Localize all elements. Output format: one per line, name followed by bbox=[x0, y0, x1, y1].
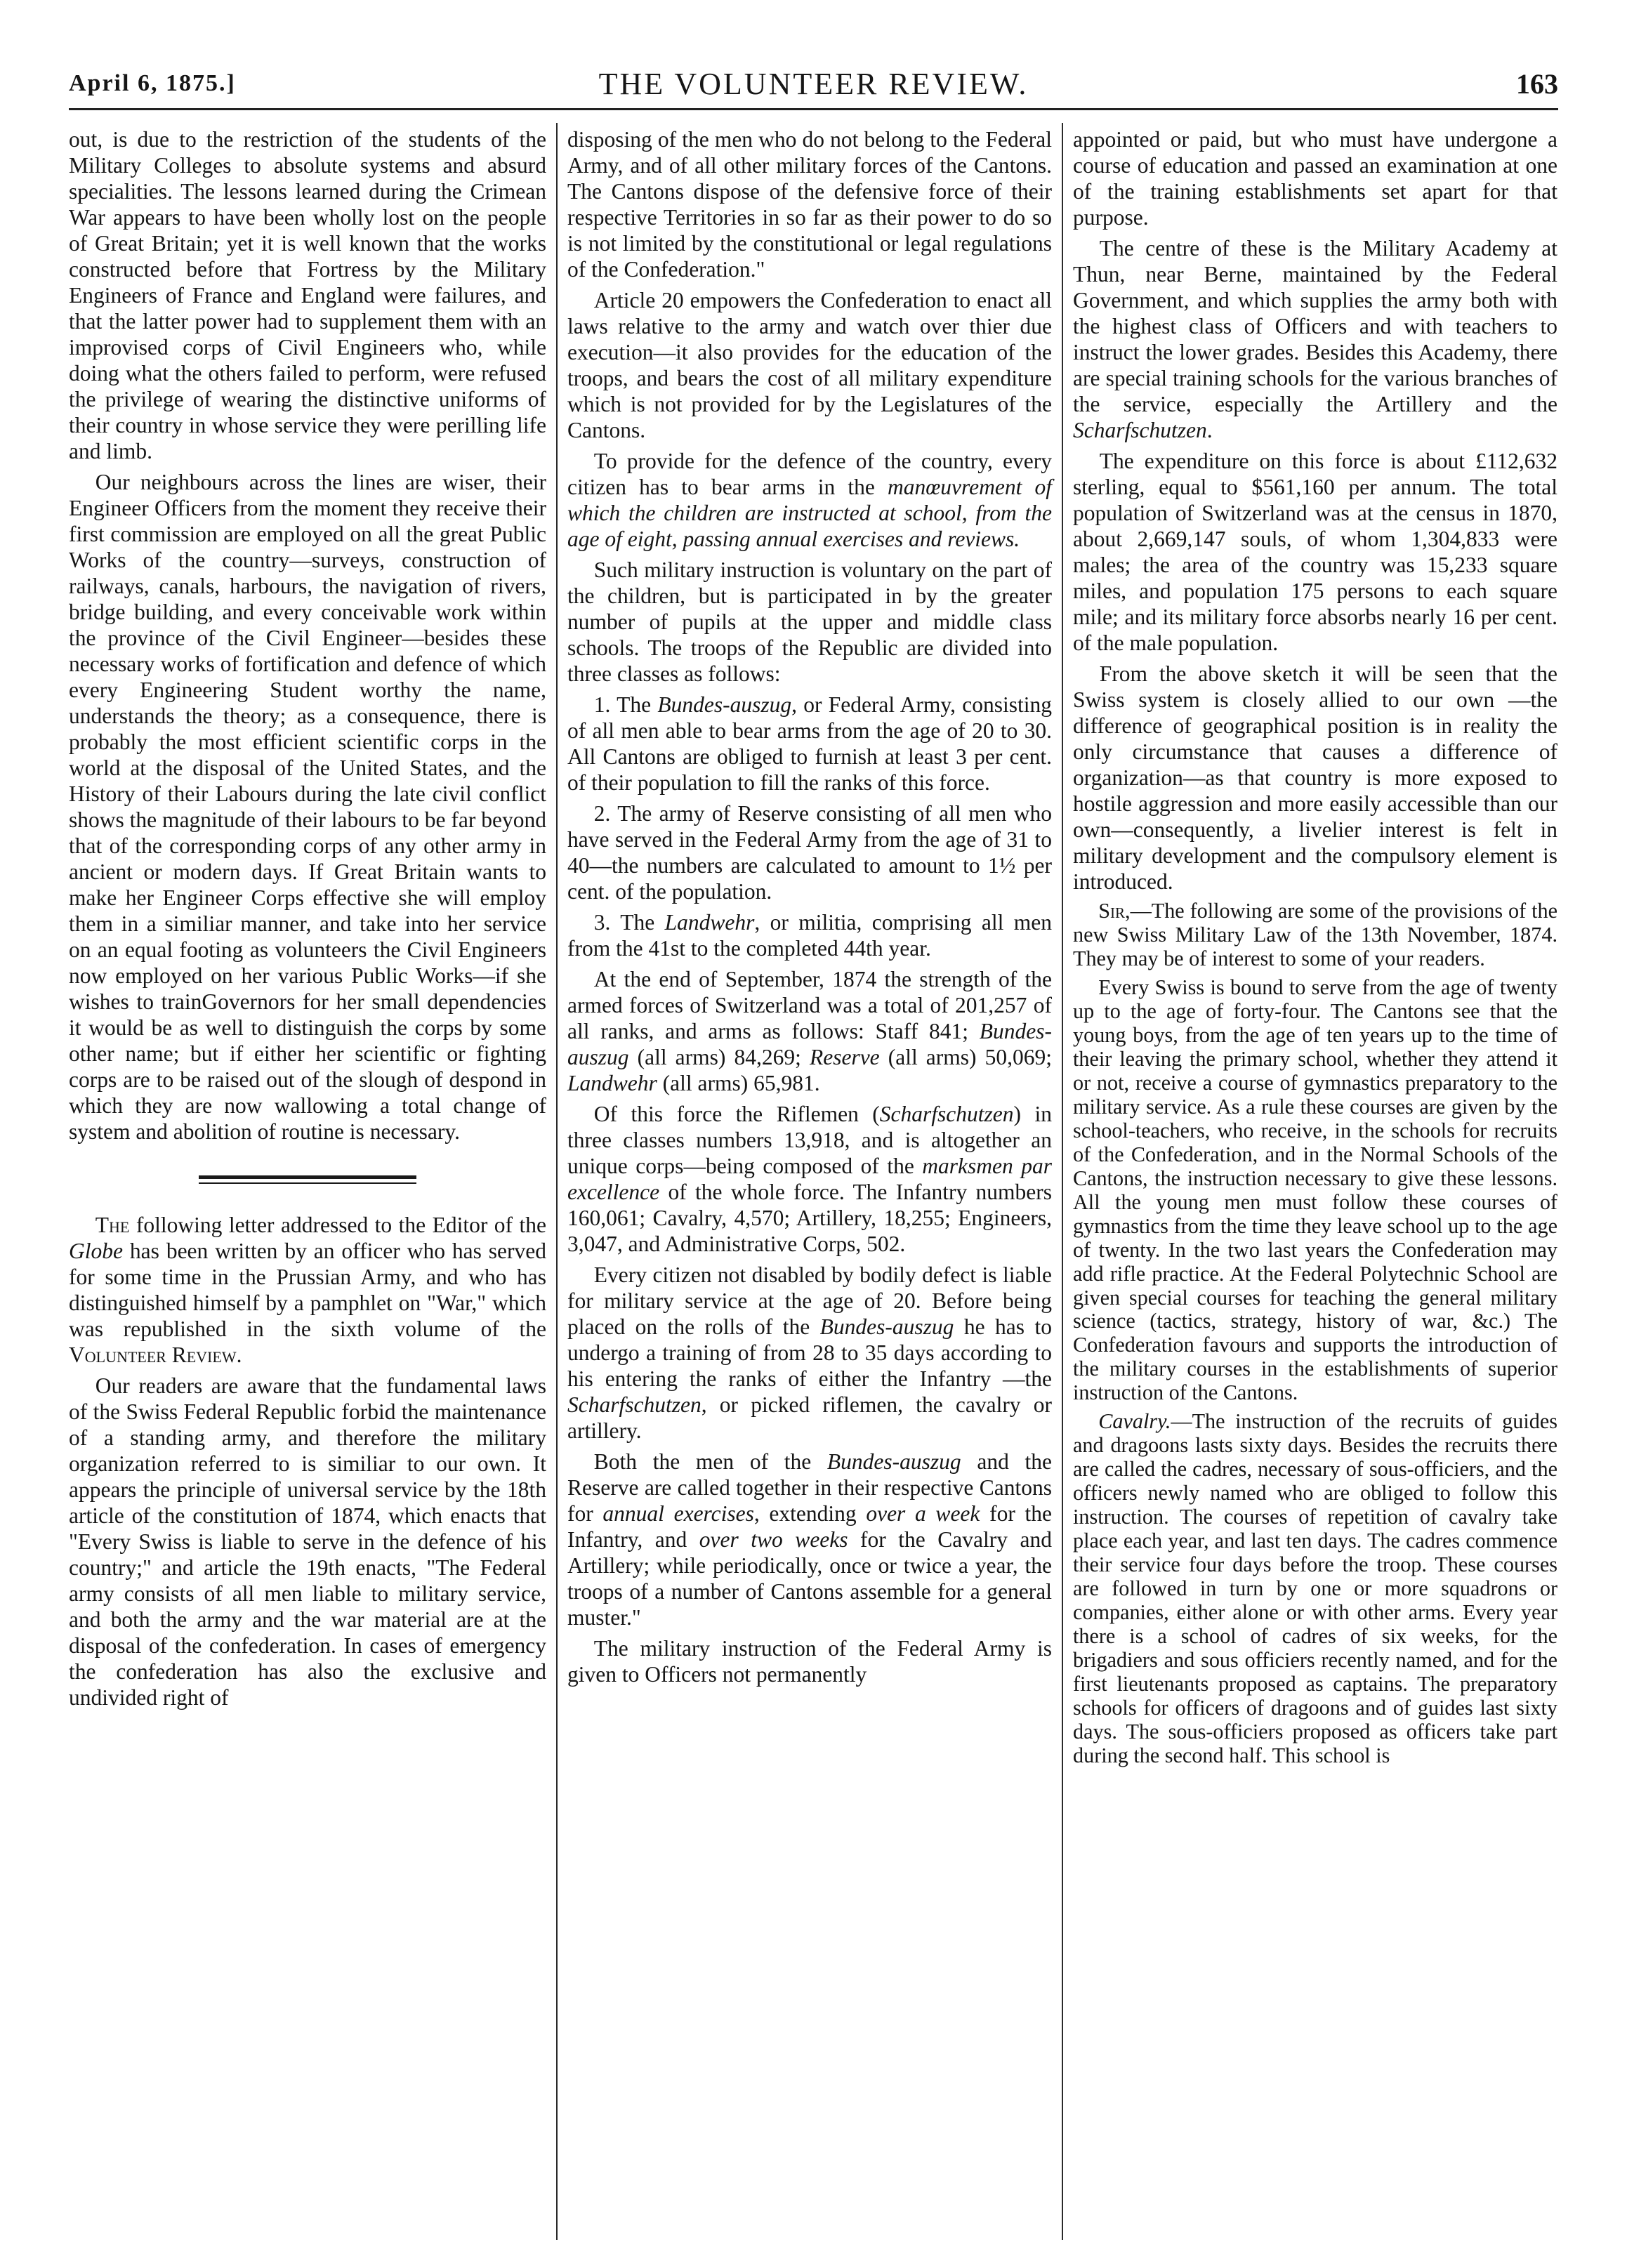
column-1 bbox=[69, 126, 546, 2240]
list-item: 1. The Bundes-auszug, or Federal Army, consisting of all men able to bear arms from the age of 20 to 30. All Cantons are obliged to furnish at least 3 per cent. of their population to fill the ranks of this force. bbox=[567, 692, 1053, 795]
paragraph: Article 20 empowers the Confederation to enact all laws relative to the army and watch over thier due execution—it also provides for the education of the troops, and bears the cost of all military expenditure which is not provided for by the Legislatures of the Cantons. bbox=[567, 288, 1052, 442]
paragraph: The military instruction of the Federal Army is given to Officers not permanently bbox=[567, 1636, 1052, 1687]
paragraph: Every citizen not disabled by bodily defect is liable for military service at the age of 20. Before being placed on the rolls of the Bundes-auszug he has to undergo a training of from 28 to 35 days according to his entering the ranks of either the Infantry —the Scharfschutzen, or picked riflemen, the cavalry or artillery. bbox=[567, 1262, 1052, 1443]
paragraph: out, is due to the restriction of the students of the Military Colleges to absolute systems and absurd specialities. The lessons learned during the Crimean War appears to have been wholly lost on the people of Great Britain; yet it is well known that the works constructed before that Fortress by the Military Engineers of France and England were failures, and that the latter power had to supplement them with an improvised corps of Civil Engineers who, while doing what the others failed to perform, were refused the privilege of wearing the distinctive uniforms of their country in whose service they were perilling life and limb. bbox=[69, 127, 546, 463]
paragraph: Cavalry.—The instruction of the recruits of guides and dragoons lasts sixty days. Besides the recruits there are called the cadres, necessary of sous-officiers, and the officers newly named who are obliged to follow this instruction. The courses of repetition of cavalry take place each year, and last ten days. The cadres commence their service four days before the troop. These courses are followed in turn by one or more squadrons or companies, either alone or with other arms. Every year there is a school of cadres of six weeks, for the brigadiers and sous officiers recently named, and for the first lieutenants proposed as captains. The preparatory schools for officers of dragoons and of guides last sixty days. The sous-officiers proposed as officers take part during the second half. This school is bbox=[1073, 1409, 1557, 1767]
paragraph: Both the men of the Bundes-auszug and the Reserve are called together in their respective Cantons for annual exercises, extending over a week for the Infantry, and over two weeks for the Cavalry and Artillery; while periodically, once or twice a year, the troops of a number of Cantons assemble for a general muster." bbox=[567, 1449, 1053, 1630]
running-header bbox=[69, 65, 1558, 107]
paragraph: disposing of the men who do not belong to the Federal Army, and of all other military forces of the Cantons. The Cantons dispose of the defensive force of their respective Territories in so far as their power to do so is not limited by the constitutional or legal regulations of the Confederation." bbox=[567, 127, 1052, 282]
paragraph: Our readers are aware that the fundamental laws of the Swiss Federal Republic forbid the maintenance of a standing army, and therefore the military organization referred to is similiar to our own. It appears the principle of universal service by the 18th article of the constitution of 1874, which enacts that "Every Swiss is liable to serve in the defence of his country;" and article the 19th enacts, "The Federal army consists of all men liable to military service, and both the army and the war material are at the disposal of the confederation. In cases of emergency the confederation has also the exclusive and undivided right of bbox=[69, 1373, 546, 1710]
paragraph: Every Swiss is bound to serve from the age of twenty up to the age of forty-four. The Cantons see that the young boys, from the age of ten years up to the time of their leaving the primary school, whether they attend it or not, receive a course of gymnastics preparatory to the military service. As a rule these courses are given by the school-teachers, who receive, in the schools for recruits of the Confederation, and in the Normal Schools of the Cantons, the instruction necessary to give these lessons. All the young men must follow these courses of gymnastics from the time they leave school up to the age of twenty. In the two last years the Confederation may add rifle practice. At the Federal Polytechnic School are given special courses for teaching the general military science (tactics, strategy, history of war, &c.) The Confederation favours and supports the introduction of the military courses in the establishments of superior instruction of the Cantons. bbox=[1073, 975, 1557, 1405]
header-rule bbox=[69, 108, 1558, 110]
paragraph: Sir,—The following are some of the provisions of the new Swiss Military Law of the 13th November, 1874. They may be of interest to some of your readers. bbox=[1073, 899, 1557, 970]
paragraph: From the above sketch it will be seen that the Swiss system is closely allied to our own —the difference of geographical position is in reality the only circumstance that causes a difference of organization—as that country is more exposed to hostile aggression and more easily accessible than our own—consequently, a livelier interest is felt in military development and the compulsory element is introduced. bbox=[1073, 661, 1557, 894]
paragraph: The expenditure on this force is about £112,632 sterling, equal to $561,160 per annum. The total population of Switzerland was at the census in 1870, about 2,669,147 souls, of whom 1,304,833 were males; the area of the country was 15,233 square miles, and population 175 persons to each square mile; and its military force absorbs nearly 16 per cent. of the male population. bbox=[1073, 449, 1557, 655]
column-2 bbox=[567, 126, 1052, 2240]
publication-title: THE VOLUNTEER REVIEW. bbox=[598, 67, 1029, 101]
column-divider-1 bbox=[556, 123, 558, 2240]
paragraph: To provide for the defence of the country, every citizen has to bear arms in the manœuvrement of which the children are instructed at school, from the age of eight, passing annual exercises and reviews. bbox=[567, 449, 1053, 551]
list-item: 3. The Landwehr, or militia, comprising all men from the 41st to the completed 44th year. bbox=[567, 910, 1053, 961]
issue-date: April 6, 1875.] bbox=[69, 70, 236, 96]
paragraph: appointed or paid, but who must have undergone a course of education and passed an examination at one of the training establishments set apart for that purpose. bbox=[1073, 127, 1557, 230]
paragraph: Our neighbours across the lines are wiser, their Engineer Officers from the moment they receive their first commission are employed on all the great Public Works of the country—surveys, construction of railways, canals, harbours, the navigation of rivers, bridge building, and every conceivable work within the province of the Civil Engineer—besides these necessary works of fortification and defence of which every Engineering Student worthy the name, understands the theory; as a consequence, there is probably the most efficient scientific corps in the world at the disposal of the United States, and the History of their Labours during the late civil conflict shows the magnitude of their labours to be far beyond that of the corresponding corps of any other army in ancient or modern days. If Great Britain wants to make her Engineer Corps effective she will employ them in a similiar manner, and take into her service on an equal footing as volunteers the Civil Engineers now employed on her various Public Works—if she wishes to trainGovernors for her small dependencies it would be as well to distinguish the corps by some other name; but if either her scientific or fighting corps are to be raised out of the slough of despond in which they are now wallowing a total change of system and abolition of routine is necessary. bbox=[69, 470, 546, 1144]
paragraph: At the end of September, 1874 the strength of the armed forces of Switzerland was a total of 201,257 of all ranks, and arms as follows: Staff 841; Bundes-auszug (all arms) 84,269; Reserve (all arms) 50,069; Landwehr (all arms) 65,981. bbox=[567, 967, 1052, 1095]
paragraph: The following letter addressed to the Editor of the Globe has been written by an officer who has served for some time in the Prussian Army, and who has distinguished himself by a pamphlet on "War," which was republished in the sixth volume of the Volunteer Review. bbox=[69, 1213, 546, 1367]
section-separator bbox=[199, 1175, 416, 1184]
page-number: 163 bbox=[1516, 68, 1558, 100]
letter-section bbox=[1073, 899, 1557, 1768]
column-divider-2 bbox=[1062, 123, 1063, 2240]
paragraph: The centre of these is the Military Academy at Thun, near Berne, maintained by the Federal Government, and which supplies the army both with the highest class of Officers and with teachers to instruct the lower grades. Besides this Academy, there are special training schools for the various branches of the service, especially the Artillery and the Scharfschutzen. bbox=[1073, 236, 1557, 442]
list-item: 2. The army of Reserve consisting of all men who have served in the Federal Army from the age of 31 to 40—the numbers are calculated to amount to 1½ per cent. of the population. bbox=[567, 801, 1052, 904]
paragraph: Such military instruction is voluntary on the part of the children, but is participated in by the greater number of pupils at the upper and middle class schools. The troops of the Republic are divided into three classes as follows: bbox=[567, 558, 1052, 686]
paragraph: Of this force the Riflemen (Scharfschutzen) in three classes numbers 13,918, and is altogether an unique corps—being composed of the marksmen par excellence of the whole force. The Infantry numbers 160,061; Cavalry, 4,570; Artillery, 18,255; Engineers, 3,047, and Administrative Corps, 502. bbox=[567, 1102, 1052, 1256]
column-3 bbox=[1073, 126, 1557, 2240]
